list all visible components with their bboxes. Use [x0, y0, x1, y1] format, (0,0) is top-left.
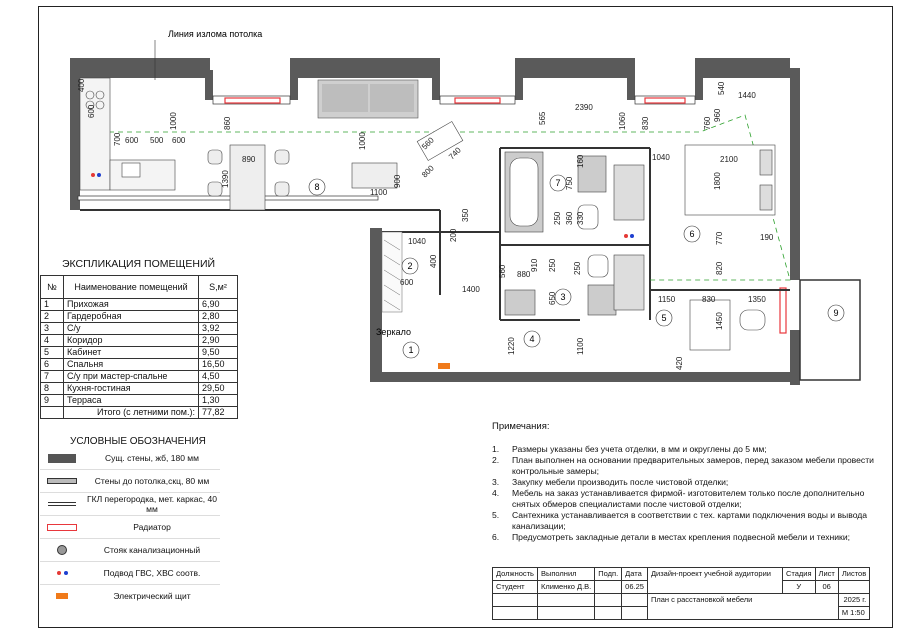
svg-text:830: 830 [641, 116, 650, 130]
svg-text:1100: 1100 [576, 337, 585, 355]
office-furniture [690, 300, 765, 350]
svg-text:9: 9 [833, 308, 839, 318]
table-row [41, 371, 238, 383]
water-supply-icon [40, 571, 84, 575]
legend-item: Сущ. стены, жб, 180 мм [40, 447, 220, 470]
note-item: 5. Сантехника устанавливается в соответствии с тех. картами подключения воды и вывода канализации; [492, 510, 868, 531]
note-item: 1. Размеры указаны без учета отделки, в мм и округлены до 5 мм; [492, 444, 767, 454]
kitchen-units [80, 78, 175, 190]
svg-text:1000: 1000 [358, 132, 367, 150]
svg-text:250: 250 [548, 258, 557, 272]
concrete-wall-icon [48, 454, 76, 463]
table-row [41, 335, 238, 347]
table-cell-num: 9 [41, 395, 64, 407]
svg-text:1800: 1800 [713, 172, 722, 190]
svg-text:360: 360 [565, 211, 574, 225]
legend-title: УСЛОВНЫЕ ОБОЗНАЧЕНИЯ [70, 436, 206, 447]
svg-text:1000: 1000 [169, 112, 178, 130]
svg-text:250: 250 [553, 211, 562, 225]
svg-text:2: 2 [407, 261, 413, 271]
legend-item: Электрический щит [40, 585, 220, 607]
svg-text:400: 400 [429, 254, 438, 268]
svg-text:900: 900 [393, 174, 402, 188]
svg-text:4: 4 [529, 334, 535, 344]
table-cell-num: 7 [41, 371, 64, 383]
svg-text:830: 830 [702, 295, 716, 304]
terrace [800, 280, 860, 380]
table-cell-name: Кухня-гостиная [64, 383, 199, 395]
explication-table [40, 275, 238, 419]
svg-text:1100: 1100 [370, 188, 388, 197]
table-cell-area: 3,92 [199, 323, 238, 335]
svg-text:250: 250 [573, 261, 582, 275]
svg-text:200: 200 [449, 228, 458, 242]
legend-item: ГКЛ перегородка, мет. каркас, 40 мм [40, 493, 220, 516]
table-header: № Наименование помещений S,м² [41, 276, 238, 299]
table-cell-num: 2 [41, 311, 64, 323]
table-cell-area: 1,30 [199, 395, 238, 407]
legend-item: Радиатор [40, 516, 220, 539]
svg-text:770: 770 [715, 231, 724, 245]
notes-title: Примечания: [492, 421, 550, 432]
table-cell-area: 4,50 [199, 371, 238, 383]
table-cell-num: 5 [41, 347, 64, 359]
table-total-row: Итого (с летними пом.): 77,82 [41, 407, 238, 419]
svg-text:3: 3 [560, 292, 566, 302]
electric-panel-icon [56, 593, 68, 599]
svg-text:190: 190 [760, 233, 774, 242]
svg-text:560: 560 [498, 264, 507, 278]
table-cell-area: 2,90 [199, 335, 238, 347]
svg-text:540: 540 [717, 81, 726, 95]
wardrobe [382, 232, 402, 312]
svg-text:600: 600 [172, 136, 186, 145]
table-cell-name: Терраса [64, 395, 199, 407]
table-cell-name: Кабинет [64, 347, 199, 359]
table-cell-name: Гардеробная [64, 311, 199, 323]
note-item: 3. Закупку мебели производить после чистовой отделки; [492, 477, 729, 487]
svg-text:1440: 1440 [738, 91, 756, 100]
svg-text:960: 960 [713, 108, 722, 122]
legend [40, 447, 220, 607]
svg-text:8: 8 [314, 182, 320, 192]
bathroom-fixtures [505, 152, 644, 232]
svg-text:565: 565 [538, 111, 547, 125]
svg-text:1040: 1040 [652, 153, 670, 162]
svg-text:6: 6 [689, 229, 695, 239]
svg-text:1040: 1040 [408, 237, 426, 246]
svg-text:350: 350 [461, 208, 470, 222]
sewer-riser-icon [57, 545, 67, 555]
title-block: Должность Выполнил Подп. Дата Дизайн-проект учебной аудитории Стадия Лист Листов Студент Клименко Д.В. 06.25 У 06 План с расстановкой мебели 2025 г. М 1:50 [492, 567, 870, 620]
svg-text:7: 7 [555, 178, 561, 188]
svg-text:800: 800 [420, 163, 436, 180]
table-cell-area: 29,50 [199, 383, 238, 395]
table-cell-num: 6 [41, 359, 64, 371]
note-item: 6. Предусмотреть закладные детали в местах крепления подвесной мебели и техники; [492, 532, 851, 542]
svg-text:5: 5 [661, 313, 667, 323]
svg-text:1350: 1350 [748, 295, 766, 304]
table-row [41, 347, 238, 359]
svg-text:420: 420 [675, 356, 684, 370]
table-cell-num: 3 [41, 323, 64, 335]
svg-text:860: 860 [223, 116, 232, 130]
svg-text:650: 650 [548, 291, 557, 305]
svg-text:1150: 1150 [658, 295, 676, 304]
explication-title: ЭКСПЛИКАЦИЯ ПОМЕЩЕНИЙ [62, 258, 216, 270]
svg-text:500: 500 [150, 136, 164, 145]
table-cell-name: Коридор [64, 335, 199, 347]
svg-text:890: 890 [242, 155, 256, 164]
radiator-icon [47, 524, 77, 531]
svg-text:600: 600 [125, 136, 139, 145]
svg-text:1: 1 [408, 345, 414, 355]
table-row [41, 359, 238, 371]
table-cell-num: 8 [41, 383, 64, 395]
table-cell-area: 9,50 [199, 347, 238, 359]
svg-text:750: 750 [565, 176, 574, 190]
drywall-partition-icon [48, 502, 76, 506]
svg-text:400: 400 [77, 78, 86, 92]
legend-item: Подвод ГВС, ХВС соотв. [40, 562, 220, 585]
svg-text:160: 160 [576, 154, 585, 168]
svg-text:600: 600 [400, 278, 414, 287]
svg-text:330: 330 [576, 211, 585, 225]
table-cell-name: С/у [64, 323, 199, 335]
svg-text:2390: 2390 [575, 103, 593, 112]
table-cell-name: С/у при мастер-спальне [64, 371, 199, 383]
svg-text:880: 880 [517, 270, 531, 279]
electric-panel-icon [438, 363, 450, 369]
ceiling-break-label: Линия излома потолка [168, 29, 263, 39]
table-cell-name: Спальня [64, 359, 199, 371]
notes-list [492, 444, 877, 543]
svg-text:910: 910 [530, 258, 539, 272]
table-cell-num: 1 [41, 299, 64, 311]
table-row [41, 299, 238, 311]
note-item: 4. Мебель на заказ устанавливается фирмой- изготовителем только после дополнительно снятых обмеров специалистами после чистовой отделки; [492, 488, 865, 509]
svg-text:1390: 1390 [221, 170, 230, 188]
block-wall-icon [47, 478, 77, 484]
table-cell-num: 4 [41, 335, 64, 347]
svg-text:1450: 1450 [715, 312, 724, 330]
table-cell-area: 6,90 [199, 299, 238, 311]
svg-text:700: 700 [113, 132, 122, 146]
svg-text:820: 820 [715, 261, 724, 275]
svg-text:740: 740 [447, 145, 463, 162]
svg-text:760: 760 [703, 116, 712, 130]
note-item: 2. План выполнен на основании предварительных замеров, перед заказом мебели провести контрольные замеры; [492, 455, 874, 476]
legend-item: Стены до потолка,скц, 80 мм [40, 470, 220, 493]
svg-text:560: 560 [420, 135, 436, 152]
table-row [41, 311, 238, 323]
table-row [41, 383, 238, 395]
table-row [41, 395, 238, 407]
svg-text:600: 600 [87, 104, 96, 118]
svg-text:2100: 2100 [720, 155, 738, 164]
table-cell-area: 16,50 [199, 359, 238, 371]
table-cell-name: Прихожая [64, 299, 199, 311]
svg-text:1220: 1220 [507, 337, 516, 355]
mirror-label: Зеркало [376, 327, 411, 337]
legend-item: Стояк канализационный [40, 539, 220, 562]
table-cell-area: 2,80 [199, 311, 238, 323]
svg-text:1060: 1060 [618, 112, 627, 130]
table-row [41, 323, 238, 335]
svg-text:1400: 1400 [462, 285, 480, 294]
